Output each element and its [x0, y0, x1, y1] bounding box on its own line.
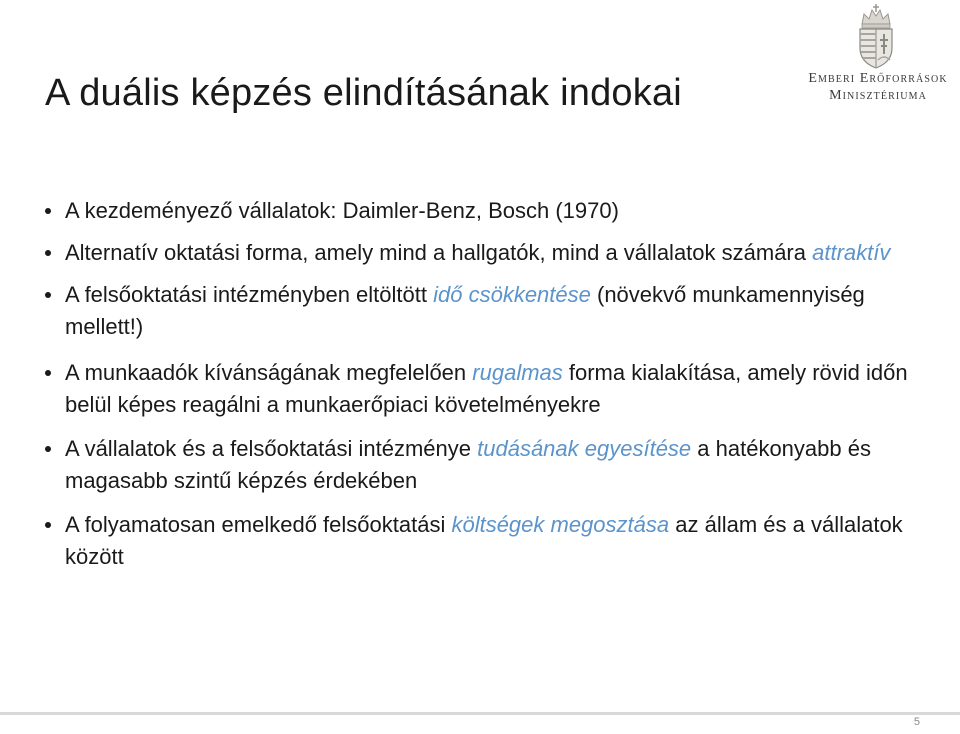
- bullet-text: A folyamatosan emelkedő felsőoktatási: [65, 512, 452, 537]
- highlighted-phrase: költségek megosztása: [451, 512, 670, 537]
- bullet-dot-icon: [45, 522, 51, 528]
- bullet-item: [45, 357, 925, 421]
- bullet-item: [45, 237, 925, 269]
- bullet-dot-icon: [45, 292, 51, 298]
- slide-title: A duális képzés elindításának indokai: [45, 72, 682, 114]
- highlighted-phrase: idő csökkentése: [433, 282, 591, 307]
- bullet-text: Alternatív oktatási forma, amely mind a hallgatók, mind a vállalatok számára: [65, 240, 813, 265]
- bullet-dot-icon: [45, 370, 51, 376]
- highlighted-phrase: rugalmas: [472, 360, 563, 385]
- ministry-logo: [800, 4, 956, 104]
- bullet-text: A felsőoktatási intézményben eltöltött: [65, 282, 434, 307]
- bullet-text: (növekvő munkamennyiség mellett!): [65, 282, 865, 339]
- bullet-item: [45, 279, 925, 343]
- bullet-text: A vállalatok és a felsőoktatási intézménye: [65, 436, 478, 461]
- logo-text-line-1: Emberi Erőforrások: [808, 71, 948, 86]
- bullet-dot-icon: [45, 250, 51, 256]
- bullet-text: az állam és a vállalatok között: [65, 512, 903, 569]
- logo-text-line-2: Minisztériuma: [829, 88, 927, 103]
- coat-of-arms-icon: [852, 4, 900, 70]
- page-number: 5: [913, 716, 920, 728]
- bullet-text: forma kialakítása, amely rövid időn belül képes reagálni a munkaerőpiaci követelményekre: [65, 360, 908, 417]
- bullet-text: A kezdeményező vállalatok: Daimler-Benz, Bosch (1970): [65, 198, 619, 223]
- bullet-list: [45, 195, 925, 573]
- bullet-item: [45, 509, 925, 573]
- bullet-item: [45, 195, 925, 227]
- bullet-dot-icon: [45, 208, 51, 214]
- bullet-item: [45, 433, 925, 497]
- highlighted-phrase: tudásának egyesítése: [477, 436, 692, 461]
- bullet-text: a hatékonyabb és magasabb szintű képzés érdekében: [65, 436, 871, 493]
- highlighted-phrase: attraktív: [812, 240, 891, 265]
- bullet-text: A munkaadók kívánságának megfelelően: [65, 360, 473, 385]
- bullet-dot-icon: [45, 446, 51, 452]
